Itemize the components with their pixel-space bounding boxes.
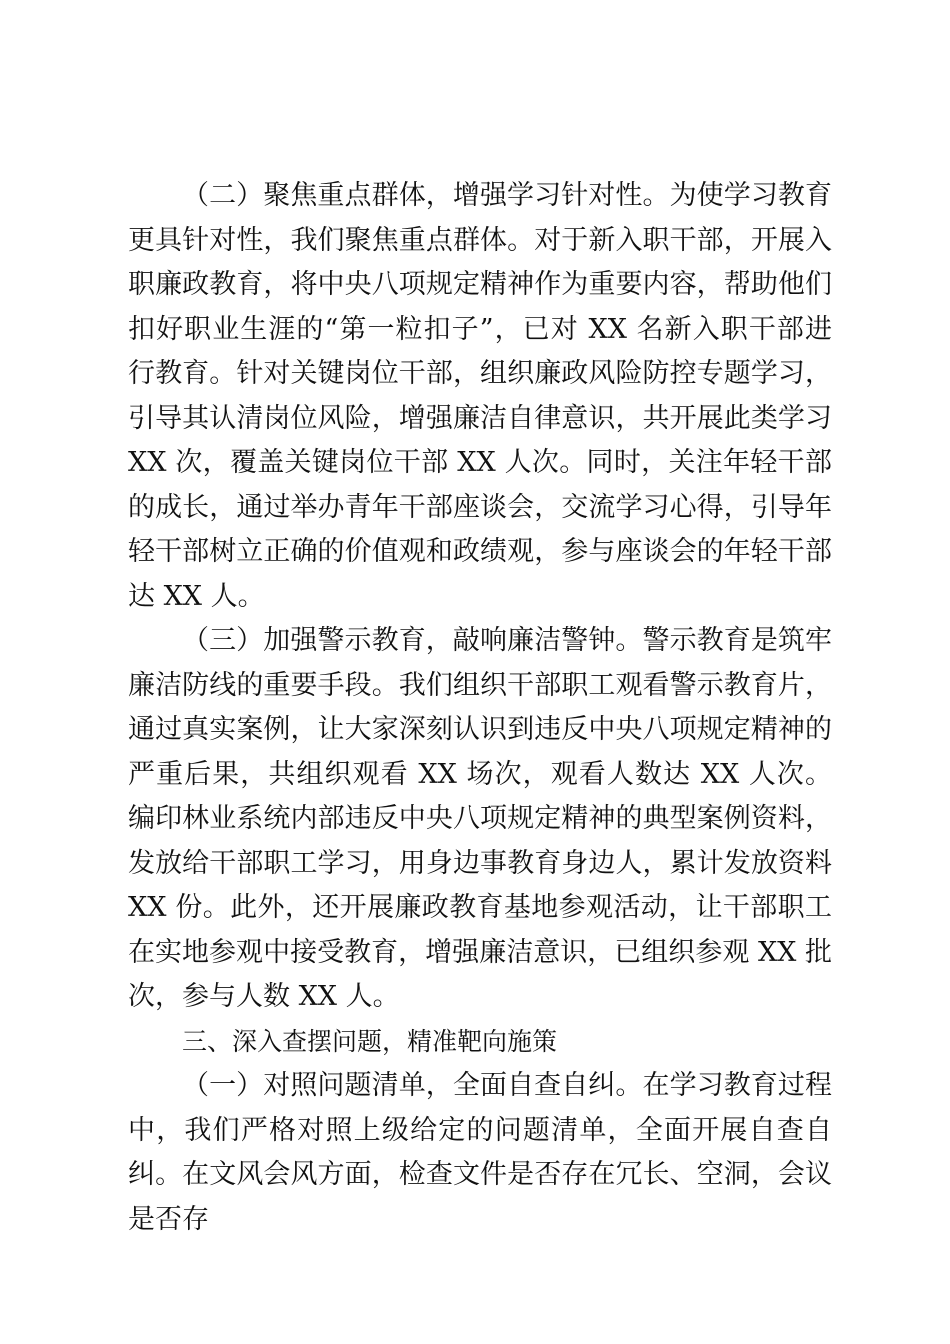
paragraph-focus-key-groups: （二）聚焦重点群体，增强学习针对性。为使学习教育更具针对性，我们聚焦重点群体。对于新入职干部，开展入职廉政教育，将中央八项规定精神作为重要内容，帮助他们扣好职业生涯的“第一粒扣子”，已对 XX 名新入职干部进行教育。针对关键岗位干部，组织廉政风险防控专题学习，引导其认清岗位风险，增强廉洁自律意识，共开展此类学习 XX 次，覆盖关键岗位干部 XX 人次。同时，关注年轻干部的成长，通过举办青年干部座谈会，交流学习心得，引导年轻干部树立正确的价值观和政绩观，参与座谈会的年轻干部达 XX 人。 xyxy=(128,180,832,612)
section-heading: 三、深入查摆问题，精准靶向施策 xyxy=(182,1026,558,1056)
document-page xyxy=(128,174,832,1242)
paragraph-self-inspection: （一）对照问题清单，全面自查自纠。在学习教育过程中，我们严格对照上级给定的问题清单，全面开展自查自纠。在文风会风方面，检查文件是否存在冗长、空洞，会议是否存 xyxy=(128,1070,832,1235)
paragraph-warning-education: （三）加强警示教育，敲响廉洁警钟。警示教育是筑牢廉洁防线的重要手段。我们组织干部职工观看警示教育片，通过真实案例，让大家深刻认识到违反中央八项规定精神的严重后果，共组织观看 XX 场次，观看人数达 XX 人次。编印林业系统内部违反中央八项规定精神的典型案例资料，发放给干部职工学习，用身边事教育身边人，累计发放资料 XX 份。此外，还开展廉政教育基地参观活动，让干部职工在实地参观中接受教育，增强廉洁意识，已组织参观 XX 批次，参与人数 XX 人。 xyxy=(128,625,832,1012)
